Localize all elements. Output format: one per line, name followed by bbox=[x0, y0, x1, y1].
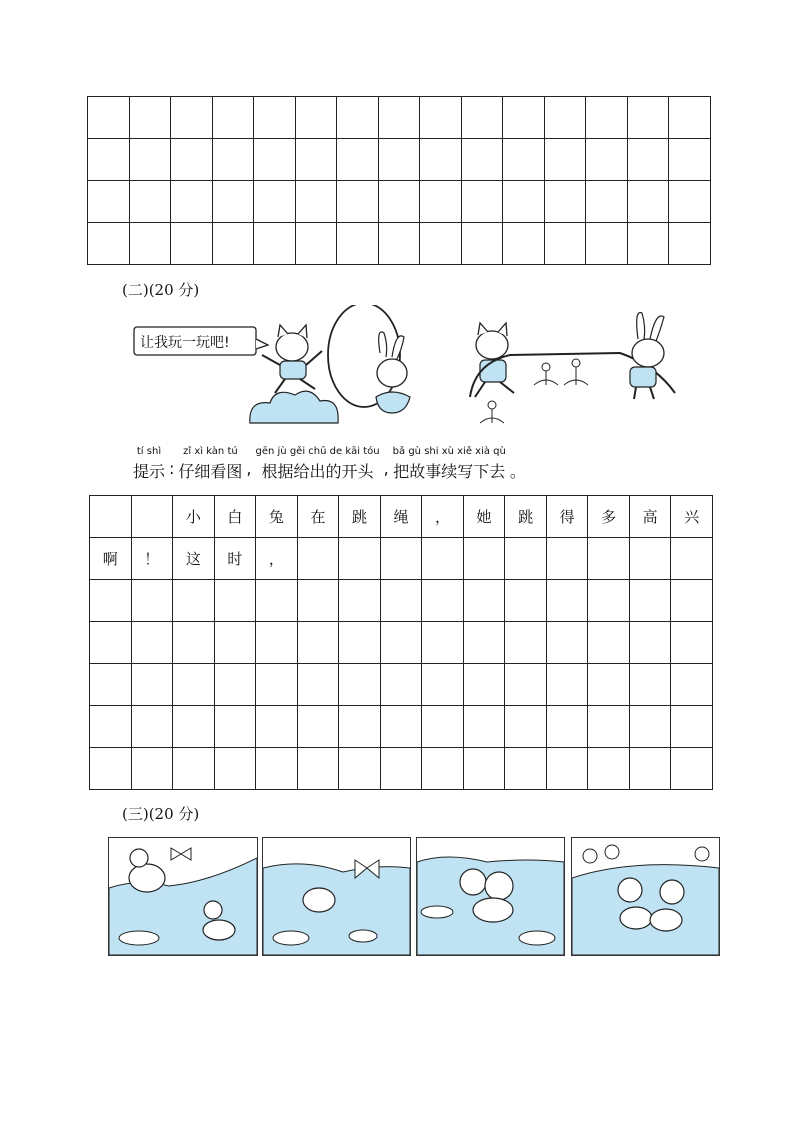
grid-cell[interactable] bbox=[671, 622, 713, 664]
grid-cell[interactable] bbox=[171, 97, 213, 139]
grid-cell[interactable] bbox=[173, 748, 215, 790]
grid-cell[interactable] bbox=[339, 748, 381, 790]
grid-cell[interactable] bbox=[463, 664, 505, 706]
grid-cell[interactable] bbox=[629, 706, 671, 748]
hint-segment bbox=[393, 446, 506, 482]
grid-cell[interactable] bbox=[546, 748, 588, 790]
grid-cell[interactable] bbox=[461, 139, 503, 181]
pinyin-text bbox=[169, 446, 174, 459]
grid-cell[interactable] bbox=[256, 748, 298, 790]
grid-cell[interactable] bbox=[380, 706, 422, 748]
comic-panel-4 bbox=[571, 837, 720, 956]
grid-cell[interactable]: 绳 bbox=[380, 496, 422, 538]
grid-cell[interactable] bbox=[129, 181, 171, 223]
grid-cell[interactable]: 小 bbox=[173, 496, 215, 538]
grid-cell[interactable] bbox=[378, 139, 420, 181]
grid-cell[interactable] bbox=[671, 580, 713, 622]
grid-cell[interactable] bbox=[339, 538, 381, 580]
grid-cell[interactable] bbox=[671, 748, 713, 790]
grid-cell[interactable] bbox=[131, 664, 173, 706]
hint-segment bbox=[178, 446, 242, 482]
hint-segment bbox=[510, 446, 526, 482]
grid-cell[interactable] bbox=[295, 223, 337, 265]
grid-cell[interactable] bbox=[586, 97, 628, 139]
grid-row bbox=[88, 181, 711, 223]
grid-cell[interactable] bbox=[505, 580, 547, 622]
grid-cell[interactable] bbox=[214, 622, 256, 664]
pinyin-text bbox=[246, 446, 251, 459]
comic-panel-3 bbox=[416, 837, 565, 956]
hint-segment bbox=[256, 446, 380, 482]
grid-cell[interactable] bbox=[546, 706, 588, 748]
grid-row bbox=[88, 97, 711, 139]
grid-cell[interactable] bbox=[629, 748, 671, 790]
grid-cell[interactable] bbox=[505, 622, 547, 664]
section-2-illustration bbox=[130, 305, 690, 430]
grid-cell[interactable] bbox=[422, 664, 464, 706]
grid-row bbox=[90, 622, 713, 664]
grid-cell[interactable] bbox=[90, 664, 132, 706]
grid-cell[interactable] bbox=[669, 181, 711, 223]
grid-cell[interactable] bbox=[88, 223, 130, 265]
grid-cell[interactable] bbox=[339, 622, 381, 664]
grid-cell[interactable] bbox=[173, 622, 215, 664]
pinyin-text: bǎ gù shi xù xiě xià qù bbox=[392, 446, 506, 457]
grid-cell[interactable] bbox=[422, 706, 464, 748]
grid-cell[interactable] bbox=[544, 181, 586, 223]
grid-cell[interactable] bbox=[629, 622, 671, 664]
section-3-title: (三)(20 分) bbox=[122, 805, 200, 823]
speech-bubble-text: 让我玩一玩吧! bbox=[140, 335, 230, 351]
section-2-title: (二)(20 分) bbox=[122, 281, 200, 299]
grid-cell[interactable] bbox=[669, 139, 711, 181]
bush-shape bbox=[250, 391, 338, 423]
grid-row bbox=[90, 496, 713, 538]
grid-cell[interactable]: 白 bbox=[214, 496, 256, 538]
grid-cell[interactable] bbox=[212, 181, 254, 223]
grid-cell[interactable] bbox=[588, 664, 630, 706]
grid-cell[interactable] bbox=[380, 538, 422, 580]
grid-cell[interactable] bbox=[463, 706, 505, 748]
grid-row bbox=[90, 664, 713, 706]
grid-cell[interactable] bbox=[337, 223, 379, 265]
grid-cell[interactable] bbox=[256, 664, 298, 706]
grid-row bbox=[90, 580, 713, 622]
grid-cell[interactable] bbox=[378, 181, 420, 223]
grid-cell[interactable]: 这 bbox=[173, 538, 215, 580]
grid-cell[interactable] bbox=[463, 622, 505, 664]
grid-cell[interactable] bbox=[588, 538, 630, 580]
grid-cell[interactable] bbox=[503, 97, 545, 139]
grid-cell[interactable] bbox=[505, 706, 547, 748]
grid-cell[interactable] bbox=[586, 223, 628, 265]
grid-cell[interactable] bbox=[254, 139, 296, 181]
grid-cell[interactable]: 得 bbox=[546, 496, 588, 538]
grid-row bbox=[88, 223, 711, 265]
grid-cell[interactable] bbox=[88, 181, 130, 223]
grid-cell[interactable] bbox=[422, 748, 464, 790]
bunny-jumping-figure bbox=[328, 305, 410, 413]
grid-cell[interactable] bbox=[629, 538, 671, 580]
grid-cell[interactable] bbox=[212, 223, 254, 265]
grid-cell[interactable] bbox=[129, 139, 171, 181]
grid-cell[interactable] bbox=[214, 748, 256, 790]
hint-segment bbox=[246, 446, 251, 478]
pinyin-text: tí shì bbox=[136, 446, 162, 457]
grid-cell[interactable] bbox=[544, 97, 586, 139]
grid-cell[interactable] bbox=[295, 181, 337, 223]
grid-cell[interactable] bbox=[337, 97, 379, 139]
grid-cell[interactable] bbox=[131, 496, 173, 538]
grid-cell[interactable] bbox=[627, 139, 669, 181]
grid-cell[interactable] bbox=[461, 97, 503, 139]
hanzi-text: 仔细看图 bbox=[178, 462, 243, 481]
grid-cell[interactable] bbox=[129, 97, 171, 139]
grid-cell[interactable] bbox=[420, 223, 462, 265]
grid-cell[interactable] bbox=[546, 580, 588, 622]
grid-cell[interactable] bbox=[171, 223, 213, 265]
pinyin-text: zǐ xì kàn tú bbox=[183, 446, 238, 457]
grid-cell[interactable] bbox=[420, 181, 462, 223]
grid-cell[interactable]: 兔 bbox=[256, 496, 298, 538]
grid-cell[interactable] bbox=[627, 97, 669, 139]
grid-cell[interactable] bbox=[380, 622, 422, 664]
grid-cell[interactable] bbox=[588, 580, 630, 622]
grid-cell[interactable] bbox=[129, 223, 171, 265]
duckling-drowning-figure bbox=[303, 888, 335, 912]
grid-cell[interactable]: 跳 bbox=[505, 496, 547, 538]
grid-cell[interactable] bbox=[131, 748, 173, 790]
grid-cell[interactable] bbox=[627, 223, 669, 265]
grid-cell[interactable] bbox=[588, 622, 630, 664]
grid-cell[interactable] bbox=[671, 664, 713, 706]
grid-cell[interactable] bbox=[461, 181, 503, 223]
grid-cell[interactable] bbox=[297, 664, 339, 706]
grid-cell[interactable] bbox=[671, 706, 713, 748]
hint-segment bbox=[384, 446, 389, 478]
grid-cell[interactable] bbox=[131, 706, 173, 748]
trees-decoration bbox=[583, 845, 709, 863]
grid-cell[interactable] bbox=[380, 748, 422, 790]
grid-cell[interactable] bbox=[173, 580, 215, 622]
grid-cell[interactable] bbox=[171, 181, 213, 223]
grid-cell[interactable] bbox=[544, 139, 586, 181]
grid-cell[interactable] bbox=[378, 223, 420, 265]
grid-cell[interactable]: 时 bbox=[214, 538, 256, 580]
grid-cell[interactable] bbox=[503, 139, 545, 181]
grid-cell[interactable] bbox=[422, 622, 464, 664]
grid-cell[interactable] bbox=[422, 538, 464, 580]
grid-cell[interactable]: 兴 bbox=[671, 496, 713, 538]
bunny-right-figure bbox=[630, 313, 664, 399]
grid-cell[interactable] bbox=[503, 223, 545, 265]
grid-cell[interactable] bbox=[586, 139, 628, 181]
grid-row bbox=[90, 748, 713, 790]
grid-cell[interactable] bbox=[90, 580, 132, 622]
grid-cell[interactable] bbox=[90, 622, 132, 664]
grid-cell[interactable] bbox=[505, 748, 547, 790]
grid-row bbox=[88, 139, 711, 181]
comic-panel-1 bbox=[108, 837, 258, 956]
grid-cell[interactable]: 高 bbox=[629, 496, 671, 538]
grid-cell[interactable] bbox=[505, 538, 547, 580]
grid-cell[interactable]: 跳 bbox=[339, 496, 381, 538]
hint-segment bbox=[169, 446, 174, 478]
grid-cell[interactable] bbox=[212, 139, 254, 181]
grid-cell[interactable] bbox=[256, 706, 298, 748]
grid-row bbox=[90, 706, 713, 748]
grid-cell[interactable] bbox=[629, 580, 671, 622]
grid-cell[interactable] bbox=[380, 580, 422, 622]
comic-panel-2 bbox=[262, 837, 411, 956]
grid-cell[interactable] bbox=[463, 748, 505, 790]
grid-cell[interactable] bbox=[295, 139, 337, 181]
grid-cell[interactable] bbox=[588, 706, 630, 748]
grid-cell[interactable] bbox=[173, 664, 215, 706]
grid-cell[interactable] bbox=[295, 97, 337, 139]
grid-cell[interactable] bbox=[297, 538, 339, 580]
grid-cell[interactable] bbox=[297, 748, 339, 790]
grid-cell[interactable] bbox=[214, 706, 256, 748]
chick-figure bbox=[129, 849, 165, 892]
hint-line bbox=[133, 446, 530, 482]
grid-cell[interactable] bbox=[297, 706, 339, 748]
hanzi-text: , bbox=[246, 459, 252, 478]
grid-cell[interactable] bbox=[544, 223, 586, 265]
grid-cell[interactable]: ， bbox=[256, 538, 298, 580]
pinyin-text: gēn jù gěi chū de kāi tóu bbox=[255, 446, 380, 457]
grid-cell[interactable] bbox=[629, 664, 671, 706]
butterfly-figure bbox=[171, 848, 191, 860]
grid-cell[interactable] bbox=[339, 580, 381, 622]
grid-cell[interactable] bbox=[503, 181, 545, 223]
hanzi-text: , bbox=[383, 459, 389, 478]
grid-cell[interactable] bbox=[173, 706, 215, 748]
grid-cell[interactable] bbox=[627, 181, 669, 223]
hanzi-text: 。 bbox=[509, 462, 526, 481]
grid-cell[interactable] bbox=[214, 664, 256, 706]
grid-cell[interactable] bbox=[339, 664, 381, 706]
grid-cell[interactable] bbox=[131, 622, 173, 664]
grid-cell[interactable] bbox=[422, 580, 464, 622]
grid-cell[interactable] bbox=[461, 223, 503, 265]
hanzi-text: 提示 bbox=[133, 462, 166, 481]
grid-cell[interactable]: 她 bbox=[463, 496, 505, 538]
writing-grid-story bbox=[89, 495, 713, 790]
pinyin-text bbox=[510, 446, 526, 459]
grid-cell[interactable] bbox=[420, 97, 462, 139]
grid-cell[interactable] bbox=[171, 139, 213, 181]
grid-cell[interactable] bbox=[214, 580, 256, 622]
grid-cell[interactable] bbox=[131, 580, 173, 622]
hint-segment bbox=[133, 446, 165, 482]
grid-cell[interactable] bbox=[212, 97, 254, 139]
grid-cell[interactable]: 啊 bbox=[90, 538, 132, 580]
grid-cell[interactable] bbox=[337, 181, 379, 223]
grid-cell[interactable] bbox=[90, 748, 132, 790]
grid-cell[interactable] bbox=[463, 538, 505, 580]
grid-cell[interactable]: 在 bbox=[297, 496, 339, 538]
grid-cell[interactable] bbox=[546, 664, 588, 706]
grid-cell[interactable]: ！ bbox=[131, 538, 173, 580]
grid-cell[interactable] bbox=[254, 97, 296, 139]
grid-cell[interactable] bbox=[88, 97, 130, 139]
grid-cell[interactable] bbox=[588, 748, 630, 790]
pinyin-text bbox=[384, 446, 389, 459]
grid-cell[interactable] bbox=[378, 97, 420, 139]
grid-row bbox=[90, 538, 713, 580]
grid-cell[interactable]: ， bbox=[422, 496, 464, 538]
grid-cell[interactable] bbox=[463, 580, 505, 622]
grid-cell[interactable] bbox=[586, 181, 628, 223]
grid-cell[interactable] bbox=[669, 223, 711, 265]
hanzi-text: 把故事续写下去 bbox=[393, 462, 506, 481]
grid-cell[interactable] bbox=[88, 139, 130, 181]
hanzi-text: : bbox=[169, 459, 175, 478]
grid-cell[interactable] bbox=[337, 139, 379, 181]
grid-cell[interactable] bbox=[297, 580, 339, 622]
grid-cell[interactable] bbox=[90, 706, 132, 748]
writing-grid-top bbox=[87, 96, 711, 265]
grid-cell[interactable] bbox=[90, 496, 132, 538]
grid-cell[interactable] bbox=[256, 622, 298, 664]
grid-cell[interactable] bbox=[546, 622, 588, 664]
grid-cell[interactable] bbox=[380, 664, 422, 706]
grid-cell[interactable] bbox=[339, 706, 381, 748]
grid-cell[interactable] bbox=[671, 538, 713, 580]
grid-cell[interactable] bbox=[546, 538, 588, 580]
grid-cell[interactable] bbox=[256, 580, 298, 622]
grid-cell[interactable] bbox=[420, 139, 462, 181]
grid-cell[interactable] bbox=[254, 181, 296, 223]
grid-cell[interactable] bbox=[505, 664, 547, 706]
grid-cell[interactable] bbox=[669, 97, 711, 139]
grid-cell[interactable] bbox=[254, 223, 296, 265]
grid-cell[interactable]: 多 bbox=[588, 496, 630, 538]
hanzi-text: 根据给出的开头 bbox=[261, 462, 374, 481]
grid-cell[interactable] bbox=[297, 622, 339, 664]
cat-left-figure bbox=[262, 325, 322, 393]
